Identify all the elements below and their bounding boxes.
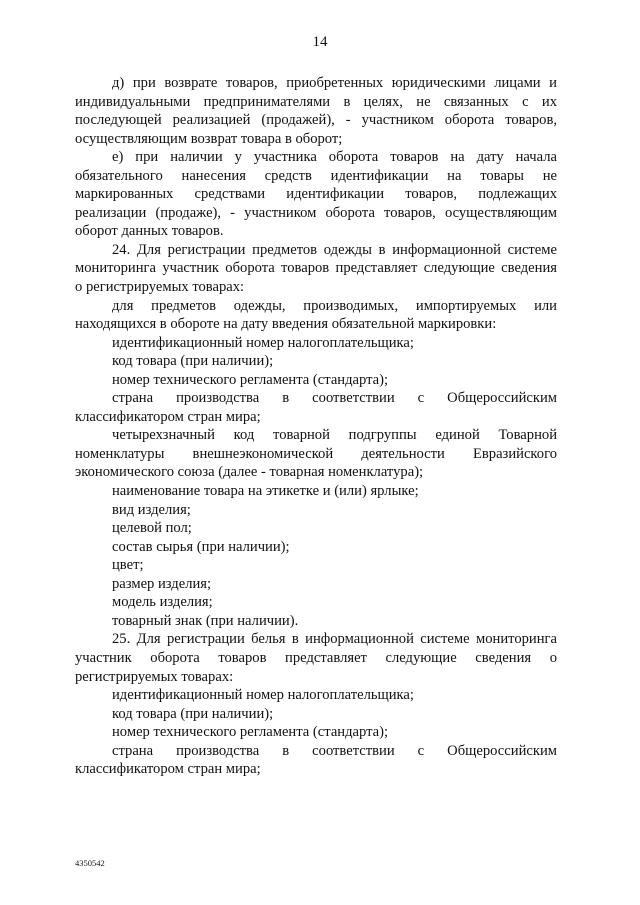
text-line: целевой пол; <box>112 520 192 537</box>
text-line: идентификационный номер налогоплательщика; <box>112 687 414 704</box>
text-line: цвет; <box>112 557 144 574</box>
text-line: о регистрируемых товарах: <box>75 279 245 296</box>
text-line: регистрируемых товарах: <box>75 668 234 685</box>
text-line: товарный знак (при наличии). <box>112 612 299 629</box>
text-line: экономического союза (далее - товарная номенклатура); <box>75 464 424 481</box>
document-body <box>75 74 557 779</box>
text-line: участник оборота товаров представляет следующие сведения о <box>75 649 557 666</box>
text-line: индивидуальными предпринимателями в целях, не связанных с их <box>75 93 557 110</box>
text-line: для предметов одежды, производимых, импортируемых или <box>112 297 557 314</box>
text-line: номер технического регламента (стандарта); <box>112 371 389 388</box>
text-line: модель изделия; <box>112 594 213 611</box>
text-line: страна производства в соответствии с Общероссийским <box>112 742 557 759</box>
text-line: идентификационный номер налогоплательщика; <box>112 334 414 351</box>
text-line: код товара (при наличии); <box>112 705 274 722</box>
text-line: размер изделия; <box>112 575 212 592</box>
text-line: состав сырья (при наличии); <box>112 538 290 555</box>
text-line: осуществляющим возврат товара в оборот; <box>75 130 343 147</box>
page-number: 14 <box>312 34 328 50</box>
text-line: номер технического регламента (стандарта); <box>112 724 389 741</box>
text-line: 25. Для регистрации белья в информационной системе мониторинга <box>112 631 557 648</box>
text-line: код товара (при наличии); <box>112 353 274 370</box>
text-line: классификатором стран мира; <box>75 408 261 425</box>
text-line: 24. Для регистрации предметов одежды в информационной системе <box>112 241 557 258</box>
text-line: маркированных средствами идентификации товаров, подлежащих <box>75 186 557 203</box>
text-line: находящихся в обороте на дату введения обязательной маркировки: <box>75 316 497 333</box>
text-line: последующей реализацией (продажей), - участником оборота товаров, <box>75 112 557 129</box>
text-line: номенклатуры внешнеэкономической деятельности Евразийского <box>75 445 557 462</box>
text-line: вид изделия; <box>112 501 191 518</box>
document-code: 4350542 <box>75 858 105 868</box>
text-line: страна производства в соответствии с Общероссийским <box>112 390 557 407</box>
text-line: обязательного нанесения средств идентификации на товары не <box>75 167 557 184</box>
text-line: оборот данных товаров. <box>75 223 224 240</box>
text-line: д) при возврате товаров, приобретенных юридическими лицами и <box>112 75 557 91</box>
text-line: мониторинга участник оборота товаров представляет следующие сведения <box>75 260 557 277</box>
text-line: классификатором стран мира; <box>75 761 261 778</box>
text-line: четырехзначный код товарной подгруппы единой Товарной <box>112 427 557 444</box>
text-line: е) при наличии у участника оборота товаров на дату начала <box>112 149 557 166</box>
text-line: реализации (продаже), - участником оборота товаров, осуществляющим <box>75 204 557 221</box>
text-line: наименование товара на этикетке и (или) ярлыке; <box>112 483 419 500</box>
